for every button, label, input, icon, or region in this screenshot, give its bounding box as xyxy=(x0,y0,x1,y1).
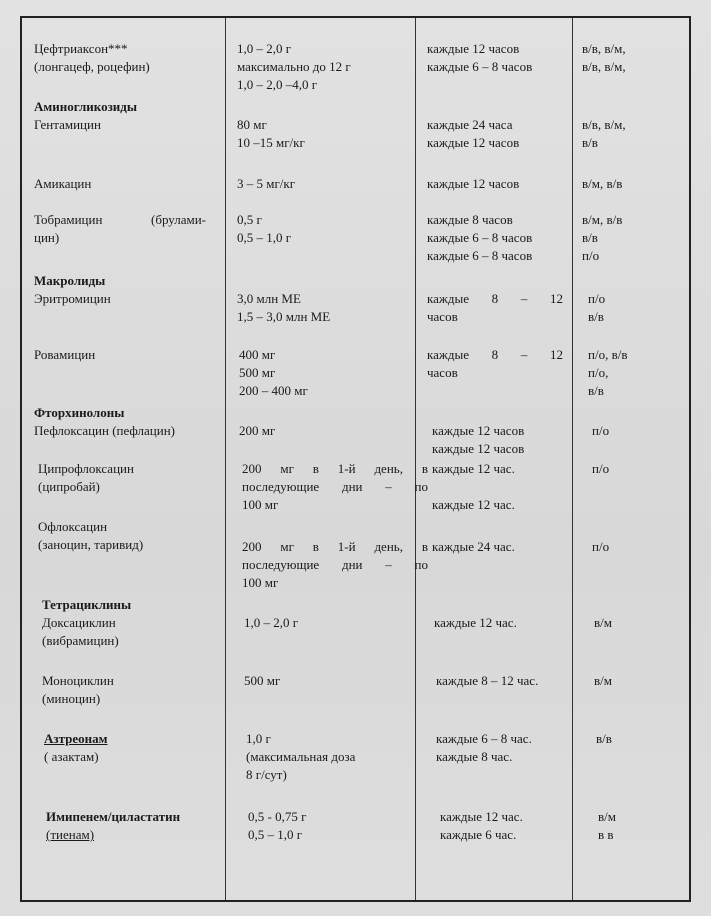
dose-cell xyxy=(244,672,280,690)
dose-cell xyxy=(248,808,306,844)
frequency-line: каждые 12 часов xyxy=(427,135,520,150)
dose-line: 8 г/сут) xyxy=(246,767,287,782)
dose-cell xyxy=(242,460,428,514)
dose-word: последующие xyxy=(242,479,320,494)
frequency-word: – xyxy=(520,291,528,306)
frequency-cell xyxy=(432,422,524,458)
route-cell xyxy=(598,808,616,844)
drug-name: Цефтриаксон*** xyxy=(34,41,128,56)
route-cell xyxy=(592,538,609,556)
frequency-cell xyxy=(434,614,517,632)
dose-word: день, xyxy=(374,461,403,476)
dose-line: максимально до 12 г xyxy=(237,59,351,74)
route-line: в/м xyxy=(598,809,616,824)
dose-word: мг xyxy=(280,539,294,554)
column-divider xyxy=(572,18,573,900)
frequency-line: каждые 6 – 8 час. xyxy=(436,731,532,746)
drug-name: Пефлоксацин (пефлацин) xyxy=(34,423,175,438)
route-line: п/о xyxy=(592,539,610,554)
route-cell xyxy=(592,460,609,478)
route-line: в/м xyxy=(594,615,612,630)
frequency-cell xyxy=(427,346,563,382)
route-line: п/о xyxy=(592,423,610,438)
drug-name: Имипенем/циластатин xyxy=(46,809,181,824)
drug-name-cell xyxy=(38,518,143,554)
frequency-line: часов xyxy=(427,365,458,380)
dose-line: 400 мг xyxy=(239,347,276,362)
dose-line xyxy=(242,556,428,574)
drug-name-cell xyxy=(42,596,131,650)
frequency-line: каждые 8 – 12 час. xyxy=(436,673,539,688)
drug-name: Моноциклин xyxy=(42,673,114,688)
drug-name: Офлоксацин xyxy=(38,519,108,534)
drug-name: Доксациклин xyxy=(42,615,116,630)
dose-line: 0,5 – 1,0 г xyxy=(248,827,303,842)
dose-word: в xyxy=(421,461,428,476)
dose-line: 1,0 г xyxy=(246,731,271,746)
route-line: в/в xyxy=(582,135,598,150)
frequency-line xyxy=(427,346,563,364)
drug-name-word: Тобрамицин xyxy=(34,212,103,227)
route-line: в/в xyxy=(582,230,598,245)
dose-word: 1-й xyxy=(337,461,356,476)
frequency-word: 12 xyxy=(549,347,563,362)
frequency-line: каждые 12 часов xyxy=(432,441,525,456)
dose-line: 0,5 - 0,75 г xyxy=(248,809,307,824)
drug-group-heading: Аминогликозиды xyxy=(34,99,138,114)
frequency-word: каждые xyxy=(427,347,469,362)
frequency-cell xyxy=(432,460,515,514)
dose-line: 100 мг xyxy=(242,575,279,590)
frequency-line: каждые 24 часа xyxy=(427,117,513,132)
drug-name: Эритромицин xyxy=(34,291,111,306)
frequency-word: 12 xyxy=(549,291,563,306)
frequency-cell xyxy=(432,538,515,556)
route-line: п/о, xyxy=(588,365,609,380)
drug-synonym: (лонгацеф, роцефин) xyxy=(34,59,150,74)
drug-name: Азтреонам xyxy=(44,731,108,746)
dose-line xyxy=(242,460,428,478)
frequency-cell xyxy=(427,116,519,152)
route-line: в/в, в/м, xyxy=(582,117,626,132)
drug-synonym: (вибрамицин) xyxy=(42,633,119,648)
route-line: в/в xyxy=(596,731,612,746)
dose-line: 200 – 400 мг xyxy=(239,383,308,398)
dose-cell xyxy=(237,290,330,326)
drug-name-cell xyxy=(34,98,137,134)
dose-line: 0,5 г xyxy=(237,212,262,227)
dose-cell xyxy=(246,730,355,784)
frequency-line: каждые 12 часов xyxy=(432,423,525,438)
dose-line: (максимальная доза xyxy=(246,749,356,764)
drug-name: Ципрофлоксацин xyxy=(38,461,134,476)
dose-word: в xyxy=(312,539,319,554)
drug-synonym: (заноцин, таривид) xyxy=(38,537,144,552)
dose-cell xyxy=(239,422,275,440)
dose-word: последующие xyxy=(242,557,320,572)
drug-name-cell xyxy=(34,175,91,193)
drug-group-heading: Макролиды xyxy=(34,273,106,288)
frequency-line: каждые 12 часов xyxy=(427,176,520,191)
dose-word: 200 xyxy=(242,539,262,554)
dose-cell xyxy=(237,40,351,94)
dose-word: – xyxy=(385,557,392,572)
route-cell xyxy=(588,290,605,326)
drug-group-heading: Тетрациклины xyxy=(42,597,132,612)
drug-name-word: (брулами- xyxy=(151,212,206,227)
dose-cell xyxy=(242,538,428,592)
frequency-word: – xyxy=(520,347,528,362)
frequency-line: каждые 6 – 8 часов xyxy=(427,59,533,74)
frequency-cell xyxy=(436,672,538,690)
drug-name-cell xyxy=(42,672,114,708)
dose-line xyxy=(242,478,428,496)
frequency-cell xyxy=(427,211,532,265)
route-cell xyxy=(596,730,612,748)
route-line: в/в xyxy=(588,383,604,398)
route-cell xyxy=(588,346,627,400)
drug-name xyxy=(34,211,206,229)
drug-group-heading: Фторхинолоны xyxy=(34,405,125,420)
drug-name-cell xyxy=(34,404,175,440)
dose-line: 1,0 – 2,0 г xyxy=(244,615,299,630)
dose-word: 1-й xyxy=(337,539,356,554)
dose-word: в xyxy=(421,539,428,554)
frequency-line: каждые 6 час. xyxy=(440,827,517,842)
dose-line: 10 –15 мг/кг xyxy=(237,135,305,150)
frequency-line: каждые 12 час. xyxy=(432,461,515,476)
dose-line: 100 мг xyxy=(242,497,279,512)
route-cell xyxy=(592,422,609,440)
drug-name-cell xyxy=(46,808,180,844)
dose-line: 3 – 5 мг/кг xyxy=(237,176,296,191)
frequency-line: часов xyxy=(427,309,458,324)
frequency-line: каждые 12 час. xyxy=(434,615,517,630)
route-cell xyxy=(594,672,612,690)
dose-line: 3,0 млн МЕ xyxy=(237,291,301,306)
route-line: в/в, в/м, xyxy=(582,41,626,56)
frequency-cell xyxy=(436,730,532,766)
drug-name-cell xyxy=(34,211,206,247)
dose-word: по xyxy=(414,479,428,494)
dose-word: дни xyxy=(341,479,363,494)
frequency-cell xyxy=(440,808,523,844)
dose-cell xyxy=(239,346,308,400)
drug-name: Амикацин xyxy=(34,176,92,191)
dose-cell xyxy=(237,175,295,193)
dose-cell xyxy=(237,116,305,152)
dose-word: по xyxy=(414,557,428,572)
drug-name: цин) xyxy=(34,230,60,245)
dose-word: мг xyxy=(280,461,294,476)
frequency-line: каждые 6 – 8 часов xyxy=(427,230,533,245)
frequency-line: каждые 12 час. xyxy=(440,809,523,824)
dose-word: день, xyxy=(374,539,403,554)
dose-line: 500 мг xyxy=(244,673,281,688)
route-line: в/м xyxy=(594,673,612,688)
dose-cell xyxy=(237,211,291,247)
drug-name-cell xyxy=(44,730,108,766)
frequency-word: 8 xyxy=(491,291,499,306)
column-divider xyxy=(225,18,226,900)
route-line: в/в, в/м, xyxy=(582,59,626,74)
drug-name-cell xyxy=(34,40,150,76)
drug-synonym: (тиенам) xyxy=(46,827,95,842)
frequency-cell xyxy=(427,40,532,76)
drug-synonym: (миноцин) xyxy=(42,691,101,706)
dose-word: в xyxy=(312,461,319,476)
drug-name-cell xyxy=(38,460,134,496)
drug-name-cell xyxy=(34,346,95,364)
frequency-line xyxy=(427,290,563,308)
dose-word: дни xyxy=(341,557,363,572)
frequency-line: каждые 24 час. xyxy=(432,539,515,554)
route-line: в/в xyxy=(588,309,604,324)
route-cell xyxy=(594,614,612,632)
route-line: п/о xyxy=(592,461,610,476)
route-line: п/о xyxy=(582,248,600,263)
dose-line: 80 мг xyxy=(237,117,267,132)
dose-line: 1,0 – 2,0 г xyxy=(237,41,292,56)
frequency-line: каждые 12 часов xyxy=(427,41,520,56)
dose-line: 0,5 – 1,0 г xyxy=(237,230,292,245)
dose-line: 1,0 – 2,0 –4,0 г xyxy=(237,77,318,92)
dose-word: 200 xyxy=(242,461,262,476)
route-line: п/о xyxy=(588,291,606,306)
dose-line xyxy=(242,538,428,556)
dose-line: 1,5 – 3,0 млн МЕ xyxy=(237,309,331,324)
drug-name-cell xyxy=(34,272,111,308)
route-cell xyxy=(582,40,626,76)
drug-name: Ровамицин xyxy=(34,347,96,362)
route-line: в/м, в/в xyxy=(582,176,623,191)
drug-synonym: (ципробай) xyxy=(38,479,100,494)
dose-cell xyxy=(244,614,298,632)
frequency-line: каждые 12 час. xyxy=(432,497,515,512)
frequency-line: каждые 8 часов xyxy=(427,212,513,227)
dose-line: 500 мг xyxy=(239,365,276,380)
route-cell xyxy=(582,175,622,193)
route-cell xyxy=(582,211,622,265)
drug-name: Гентамицин xyxy=(34,117,101,132)
frequency-word: 8 xyxy=(491,347,499,362)
antibiotics-table xyxy=(20,16,691,902)
drug-synonym: ( азактам) xyxy=(44,749,99,764)
frequency-cell xyxy=(427,290,563,326)
column-divider xyxy=(415,18,416,900)
frequency-line: каждые 8 час. xyxy=(436,749,513,764)
dose-line: 200 мг xyxy=(239,423,276,438)
frequency-word: каждые xyxy=(427,291,469,306)
route-line: в/м, в/в xyxy=(582,212,623,227)
route-line: п/о, в/в xyxy=(588,347,628,362)
dose-word: – xyxy=(385,479,392,494)
frequency-cell xyxy=(427,175,519,193)
route-line: в в xyxy=(598,827,614,842)
frequency-line: каждые 6 – 8 часов xyxy=(427,248,533,263)
route-cell xyxy=(582,116,626,152)
